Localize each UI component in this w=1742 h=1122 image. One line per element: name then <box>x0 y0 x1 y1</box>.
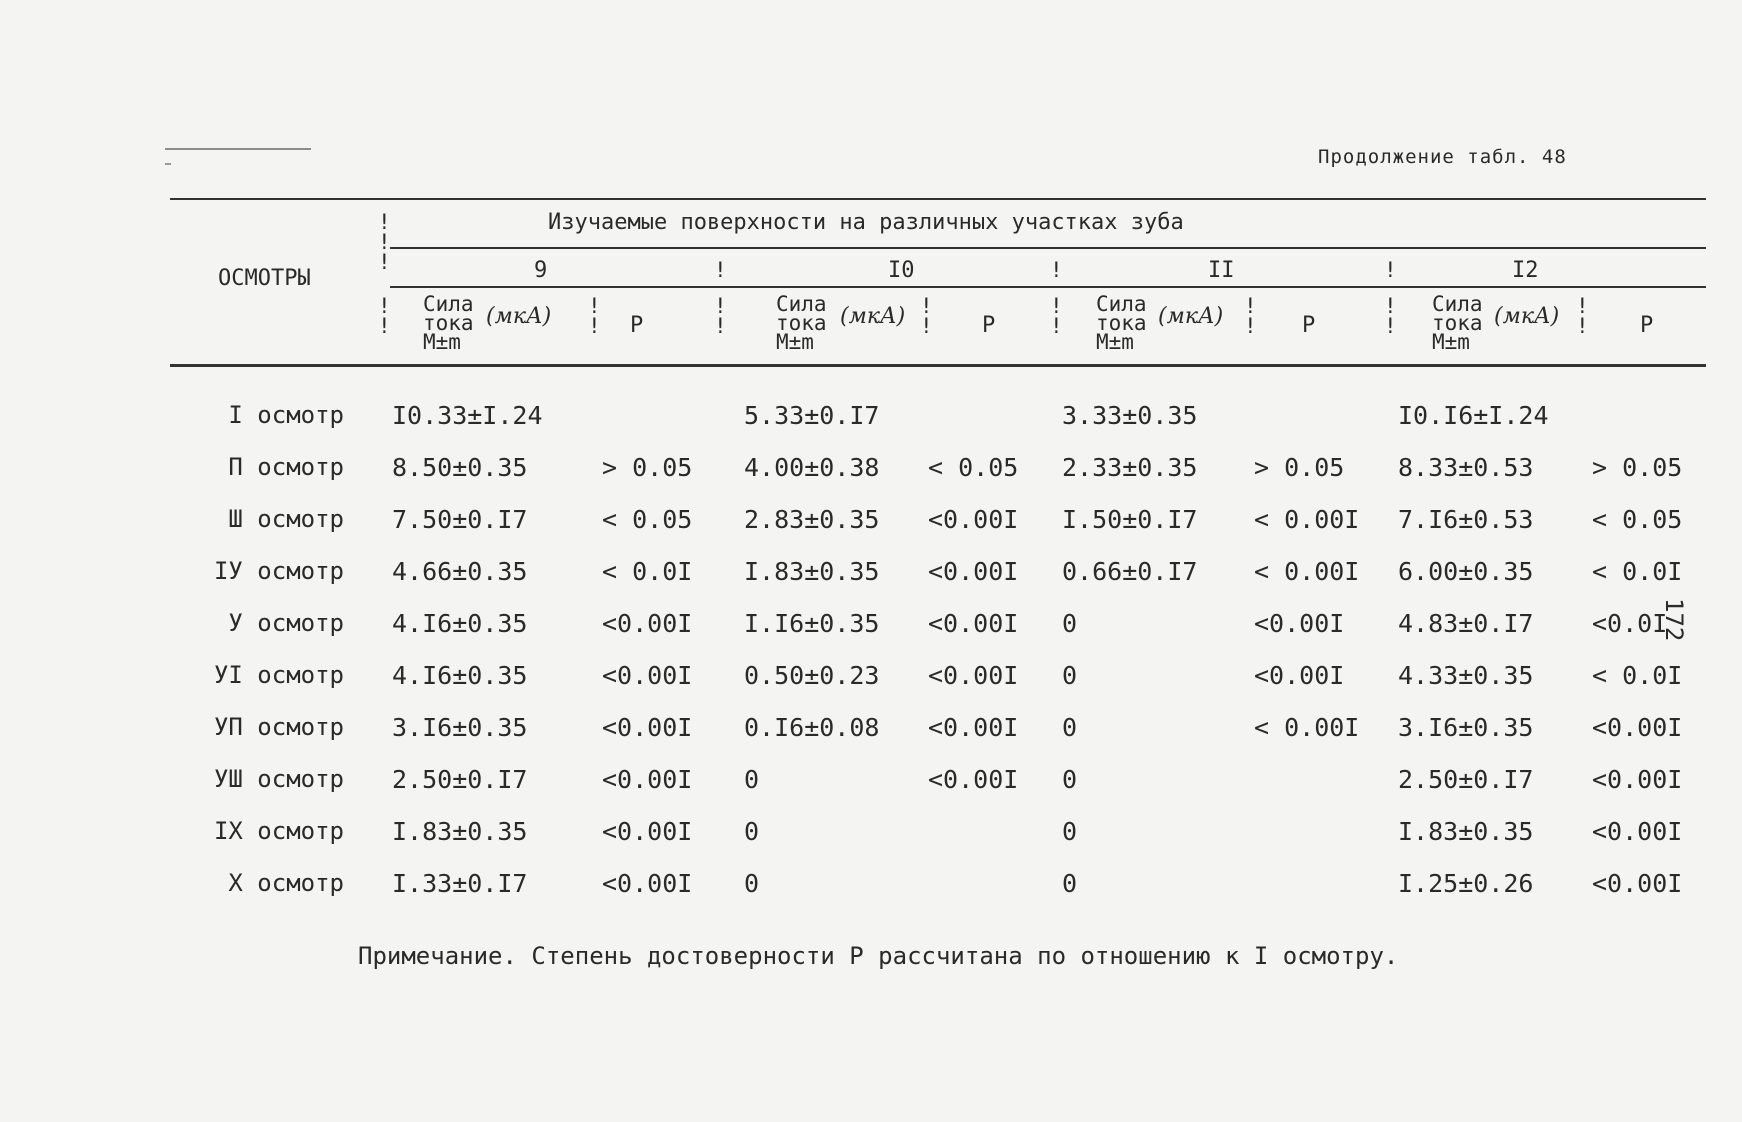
p-value-10: <0.00I <box>928 661 1019 690</box>
current-value-12: 4.33±0.35 <box>1398 661 1534 690</box>
current-value-10: 0 <box>744 869 760 898</box>
current-value-11: 0 <box>1062 765 1078 794</box>
current-value-12: 8.33±0.53 <box>1398 453 1534 482</box>
p-value-9: <0.00I <box>602 765 693 794</box>
current-unit: (мкА) <box>486 304 552 329</box>
separator: ! <box>1384 258 1397 282</box>
current-value-12: 3.I6±0.35 <box>1398 713 1534 742</box>
separator: ! <box>714 258 727 282</box>
current-value-10: 5.33±0.I7 <box>744 401 880 430</box>
p-value-9: <0.00I <box>602 713 693 742</box>
current-label: Сила тока M±m <box>776 292 827 354</box>
p-value-12: <0.00I <box>1592 713 1683 742</box>
continuation-label: Продолжение табл. 48 <box>1318 146 1567 168</box>
current-value-10: 0.50±0.23 <box>744 661 880 690</box>
p-value-11: <0.00I <box>1254 661 1345 690</box>
p-value-11: > 0.05 <box>1254 453 1345 482</box>
current-unit: (мкА) <box>1158 304 1224 329</box>
separator: ! ! <box>588 294 601 338</box>
p-value-10: < 0.05 <box>928 453 1019 482</box>
p-value-11: < 0.00I <box>1254 557 1360 586</box>
p-value-12: < 0.0I <box>1592 557 1683 586</box>
table-top-rule <box>170 198 1706 200</box>
row-label: П осмотр <box>228 453 344 481</box>
row-label: УI осмотр <box>213 661 344 689</box>
header-bottom-rule <box>170 364 1706 367</box>
p-value-9: <0.00I <box>602 661 693 690</box>
current-value-11: 0.66±0.I7 <box>1062 557 1198 586</box>
p-value-10: <0.00I <box>928 765 1019 794</box>
row-label: УП осмотр <box>213 713 344 741</box>
row-label: Ш осмотр <box>228 505 344 533</box>
column-number-11: II <box>1208 258 1235 283</box>
p-value-10: <0.00I <box>928 713 1019 742</box>
separator: ! ! <box>714 294 727 338</box>
scan-dot <box>165 163 171 165</box>
p-value-12: <0.00I <box>1592 817 1683 846</box>
p-value-9: <0.00I <box>602 869 693 898</box>
current-value-9: I.33±0.I7 <box>392 869 528 898</box>
current-value-10: I.I6±0.35 <box>744 609 880 638</box>
p-value-9: < 0.05 <box>602 505 693 534</box>
p-value-12: <0.00I <box>1592 765 1683 794</box>
p-value-12: > 0.05 <box>1592 453 1683 482</box>
separator: ! ! <box>920 294 933 338</box>
current-value-12: 2.50±0.I7 <box>1398 765 1534 794</box>
current-value-11: 2.33±0.35 <box>1062 453 1198 482</box>
current-value-10: 0 <box>744 817 760 846</box>
p-value-9: < 0.0I <box>602 557 693 586</box>
current-value-10: 0.I6±0.08 <box>744 713 880 742</box>
scan-mark <box>165 148 311 150</box>
row-label: УШ осмотр <box>213 765 344 793</box>
p-value-12: < 0.05 <box>1592 505 1683 534</box>
current-value-12: 6.00±0.35 <box>1398 557 1534 586</box>
separator: ! ! <box>1050 294 1063 338</box>
p-value-10: <0.00I <box>928 609 1019 638</box>
current-value-9: 2.50±0.I7 <box>392 765 528 794</box>
p-label: P <box>1640 313 1654 338</box>
columns-rule <box>390 286 1706 288</box>
current-value-9: 7.50±0.I7 <box>392 505 528 534</box>
p-value-11: < 0.00I <box>1254 713 1360 742</box>
surfaces-title: Изучаемые поверхности на различных участках зуба <box>548 210 1184 235</box>
p-value-10: <0.00I <box>928 557 1019 586</box>
current-value-10: 2.83±0.35 <box>744 505 880 534</box>
column-number-12: I2 <box>1512 258 1539 283</box>
p-label: P <box>982 313 996 338</box>
current-label: Сила тока M±m <box>423 292 474 354</box>
current-unit: (мкА) <box>1494 304 1560 329</box>
current-value-12: I0.I6±I.24 <box>1398 401 1549 430</box>
row-label: X осмотр <box>228 869 344 897</box>
p-value-11: < 0.00I <box>1254 505 1360 534</box>
current-value-9: 4.I6±0.35 <box>392 609 528 638</box>
p-value-9: <0.00I <box>602 817 693 846</box>
current-value-11: 0 <box>1062 713 1078 742</box>
row-label: IУ осмотр <box>213 557 344 585</box>
current-value-11: 0 <box>1062 817 1078 846</box>
current-value-10: 0 <box>744 765 760 794</box>
current-value-9: I0.33±I.24 <box>392 401 543 430</box>
separator: ! ! <box>1244 294 1257 338</box>
p-value-10: <0.00I <box>928 505 1019 534</box>
p-value-12: < 0.0I <box>1592 661 1683 690</box>
column-number-9: 9 <box>534 258 548 283</box>
current-unit: (мкА) <box>840 304 906 329</box>
surfaces-rule <box>390 247 1706 249</box>
current-value-10: 4.00±0.38 <box>744 453 880 482</box>
row-label: У осмотр <box>228 609 344 637</box>
current-value-9: I.83±0.35 <box>392 817 528 846</box>
current-value-11: 3.33±0.35 <box>1062 401 1198 430</box>
current-value-12: 7.I6±0.53 <box>1398 505 1534 534</box>
current-value-11: 0 <box>1062 869 1078 898</box>
current-value-12: I.83±0.35 <box>1398 817 1534 846</box>
current-value-11: 0 <box>1062 661 1078 690</box>
p-value-12: <0.0I <box>1592 609 1668 638</box>
row-label: I осмотр <box>228 401 344 429</box>
p-label: P <box>630 313 644 338</box>
current-value-9: 8.50±0.35 <box>392 453 528 482</box>
separator: ! ! <box>1576 294 1589 338</box>
column-number-10: I0 <box>888 258 915 283</box>
current-label: Сила тока M±m <box>1432 292 1483 354</box>
current-value-9: 4.66±0.35 <box>392 557 528 586</box>
current-value-9: 4.I6±0.35 <box>392 661 528 690</box>
current-label: Сила тока M±m <box>1096 292 1147 354</box>
separator: ! ! ! <box>378 210 391 274</box>
current-value-11: 0 <box>1062 609 1078 638</box>
p-label: P <box>1302 313 1316 338</box>
row-label: IX осмотр <box>213 817 344 845</box>
p-value-12: <0.00I <box>1592 869 1683 898</box>
row-group-label: ОСМОТРЫ <box>218 266 311 291</box>
current-value-11: I.50±0.I7 <box>1062 505 1198 534</box>
separator: ! ! <box>1384 294 1397 338</box>
separator: ! ! <box>378 294 391 338</box>
current-value-12: 4.83±0.I7 <box>1398 609 1534 638</box>
p-value-11: <0.00I <box>1254 609 1345 638</box>
page-number: 172 <box>1660 598 1688 642</box>
separator: ! <box>1050 258 1063 282</box>
current-value-12: I.25±0.26 <box>1398 869 1534 898</box>
table-note: Примечание. Степень достоверности P рассчитана по отношению к I осмотру. <box>358 942 1399 970</box>
current-value-9: 3.I6±0.35 <box>392 713 528 742</box>
current-value-10: I.83±0.35 <box>744 557 880 586</box>
p-value-9: <0.00I <box>602 609 693 638</box>
p-value-9: > 0.05 <box>602 453 693 482</box>
